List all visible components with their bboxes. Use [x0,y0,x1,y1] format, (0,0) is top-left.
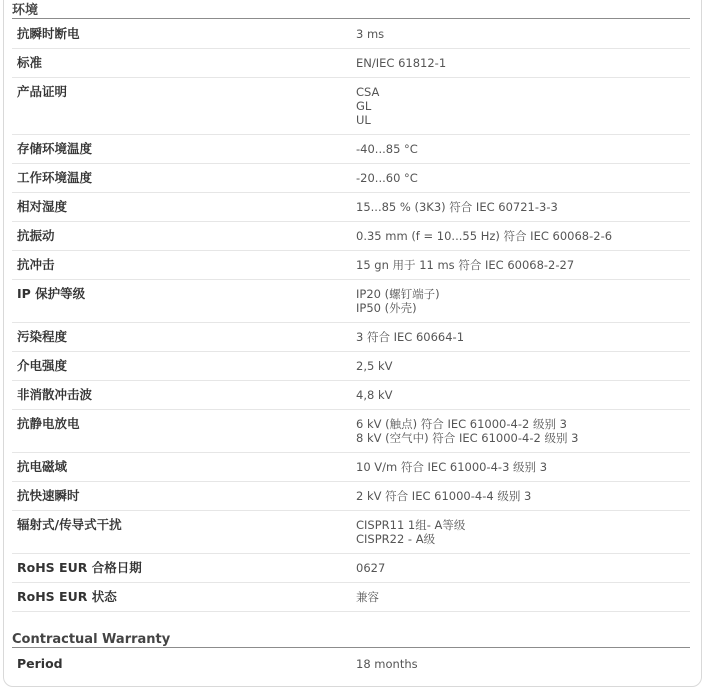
spec-row [12,222,690,251]
spec-value-line: GL [356,99,372,113]
spec-label: 抗冲击 [17,257,55,272]
spec-value-line: UL [356,113,371,127]
spec-row [12,280,690,323]
spec-value [356,85,379,127]
spec-label: RoHS EUR 合格日期 [17,560,142,575]
spec-label: IP 保护等级 [17,286,86,301]
spec-value-line: 10 V/m 符合 IEC 61000-4-3 级别 3 [356,460,548,474]
spec-value [356,330,464,344]
spec-row [12,453,690,482]
spec-label: 相对湿度 [17,199,68,214]
spec-value-line: 4,8 kV [356,388,393,402]
spec-value [356,657,418,671]
spec-value-line: 3 ms [356,27,385,41]
spec-row [12,323,690,352]
spec-value-line: CSA [356,85,380,99]
spec-value-line: CISPR11 1组- A等级 [356,518,466,532]
spec-row [12,410,690,453]
spec-value [356,590,379,604]
spec-value-line: 0.35 mm (f = 10...55 Hz) 符合 IEC 60068-2-6 [356,229,613,243]
spec-value [356,200,558,214]
spec-value [356,489,531,503]
spec-row [12,482,690,511]
spec-label: 辐射式/传导式干扰 [17,517,122,532]
spec-label: RoHS EUR 状态 [17,589,117,604]
spec-label: 抗电磁域 [17,459,68,474]
spec-value [356,229,612,243]
spec-row [12,511,690,554]
spec-value-line: 8 kV (空气中) 符合 IEC 61000-4-2 级别 3 [356,431,579,445]
spec-label: 抗快速瞬时 [17,488,80,503]
spec-label: 工作环境温度 [17,170,93,185]
spec-value [356,388,392,402]
spec-row [12,49,690,78]
spec-value [356,359,392,373]
spec-value [356,287,440,315]
spec-value [356,142,418,156]
spec-value [356,417,578,445]
spec-value-line: 兼容 [356,590,379,604]
spec-label: 标准 [17,55,43,70]
spec-row [12,381,690,410]
spec-value [356,561,385,575]
spec-label: 介电强度 [17,358,68,373]
spec-value [356,27,384,41]
spec-label: 产品证明 [17,84,68,99]
spec-value-line: 15 gn 用于 11 ms 符合 IEC 60068-2-27 [356,258,575,272]
spec-value [356,56,446,70]
warranty-section-title: Contractual Warranty [12,632,690,648]
spec-value-line: 2,5 kV [356,359,393,373]
spec-value-line: 6 kV (触点) 符合 IEC 61000-4-2 级别 3 [356,417,567,431]
spec-label: 污染程度 [17,329,68,344]
spec-row [12,193,690,222]
spec-row [12,78,690,135]
spec-value-line: IP50 (外壳) [356,301,417,315]
spec-value [356,171,418,185]
spec-row [12,135,690,164]
spec-row [12,583,690,612]
spec-value-line: -40...85 °C [356,142,418,156]
spec-value-line: EN/IEC 61812-1 [356,56,447,70]
environment-section-title: 环境 [12,3,690,19]
spec-value-line: 0627 [356,561,386,575]
spec-label: 抗瞬时断电 [17,26,80,41]
spec-value-line: 15...85 % (3K3) 符合 IEC 60721-3-3 [356,200,558,214]
spec-value [356,518,465,546]
spec-value-line: CISPR22 - A级 [356,532,436,546]
spec-value-line: IP20 (螺钉端子) [356,287,440,301]
spec-value-line: 2 kV 符合 IEC 61000-4-4 级别 3 [356,489,532,503]
spec-label: 抗静电放电 [17,416,80,431]
spec-label: 非消散冲击波 [17,387,93,402]
spec-label: 存储环境温度 [17,141,93,156]
spec-row [12,554,690,583]
spec-value-line: 3 符合 IEC 60664-1 [356,330,465,344]
spec-row [12,20,690,49]
spec-row [12,650,690,679]
spec-label: 抗振动 [17,228,55,243]
spec-row [12,164,690,193]
spec-row [12,251,690,280]
spec-row [12,352,690,381]
spec-value [356,460,547,474]
spec-value-line: 18 months [356,657,418,671]
spec-label: Period [17,656,63,671]
spec-value [356,258,574,272]
spec-value-line: -20...60 °C [356,171,418,185]
